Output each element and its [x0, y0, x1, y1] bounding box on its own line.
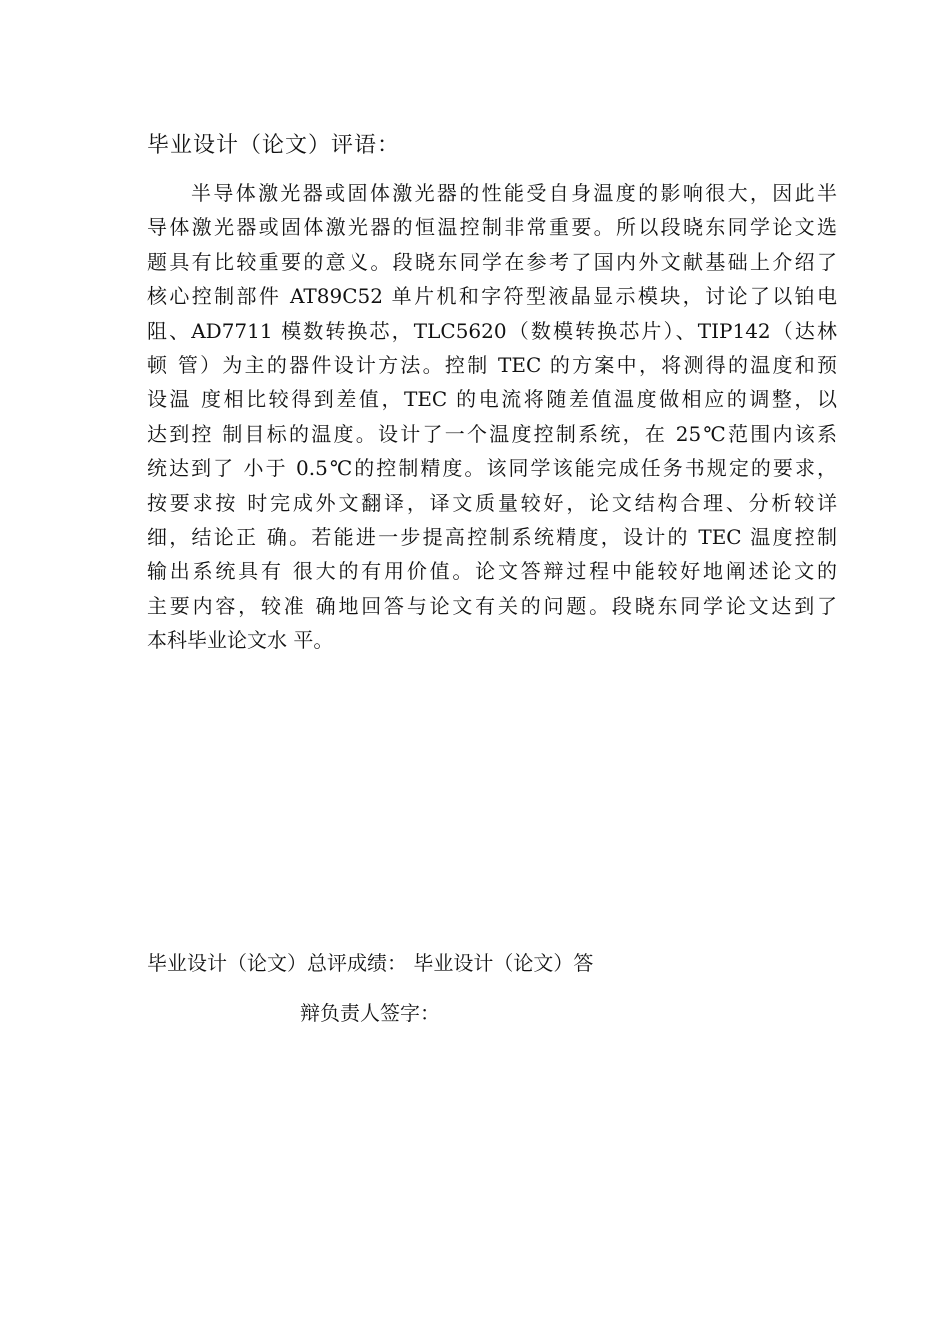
comment-line: 设温 度相比较得到差值，TEC 的电流将随差值温度做相应的调整，以	[147, 387, 837, 412]
comment-line: 输出系统具有 很大的有用价值。论文答辩过程中能较好地阐述论文的	[147, 559, 837, 584]
comment-line: 顿 管）为主的器件设计方法。控制 TEC 的方案中，将测得的温度和预	[147, 352, 837, 377]
signature-label: 辩负责人签字：	[300, 1001, 440, 1025]
comment-body	[147, 176, 837, 657]
comment-line: 核心控制部件 AT89C52 单片机和字符型液晶显示模块，讨论了以铂电	[147, 284, 837, 309]
comment-line: 主要内容，较准 确地回答与论文有关的问题。段晓东同学论文达到了	[147, 593, 837, 618]
comment-line: 统达到了 小于 0.5℃的控制精度。该同学该能完成任务书规定的要求，	[147, 456, 837, 481]
comment-line: 按要求按 时完成外文翻译，译文质量较好，论文结构合理、分析较详	[147, 490, 837, 515]
comment-line: 细，结论正 确。若能进一步提高控制系统精度，设计的 TEC 温度控制	[147, 524, 837, 549]
comment-line: 导体激光器或固体激光器的恒温控制非常重要。所以段晓东同学论文选	[147, 215, 837, 240]
grade-label: 毕业设计（论文）总评成绩： 毕业设计（论文）答	[147, 951, 594, 975]
comment-line: 半导体激光器或固体激光器的性能受自身温度的影响很大，因此半	[191, 181, 837, 205]
comment-line: 达到控 制目标的温度。设计了一个温度控制系统，在 25℃范围内该系	[147, 421, 837, 446]
comment-line: 题具有比较重要的意义。段晓东同学在参考了国内外文献基础上介绍了	[147, 249, 837, 274]
comment-line: 阻、AD7711 模数转换芯，TLC5620（数模转换芯片）、TIP142（达林	[147, 318, 837, 343]
comment-title: 毕业设计（论文）评语：	[147, 133, 401, 158]
comment-line: 本科毕业论文水 平。	[147, 628, 334, 653]
